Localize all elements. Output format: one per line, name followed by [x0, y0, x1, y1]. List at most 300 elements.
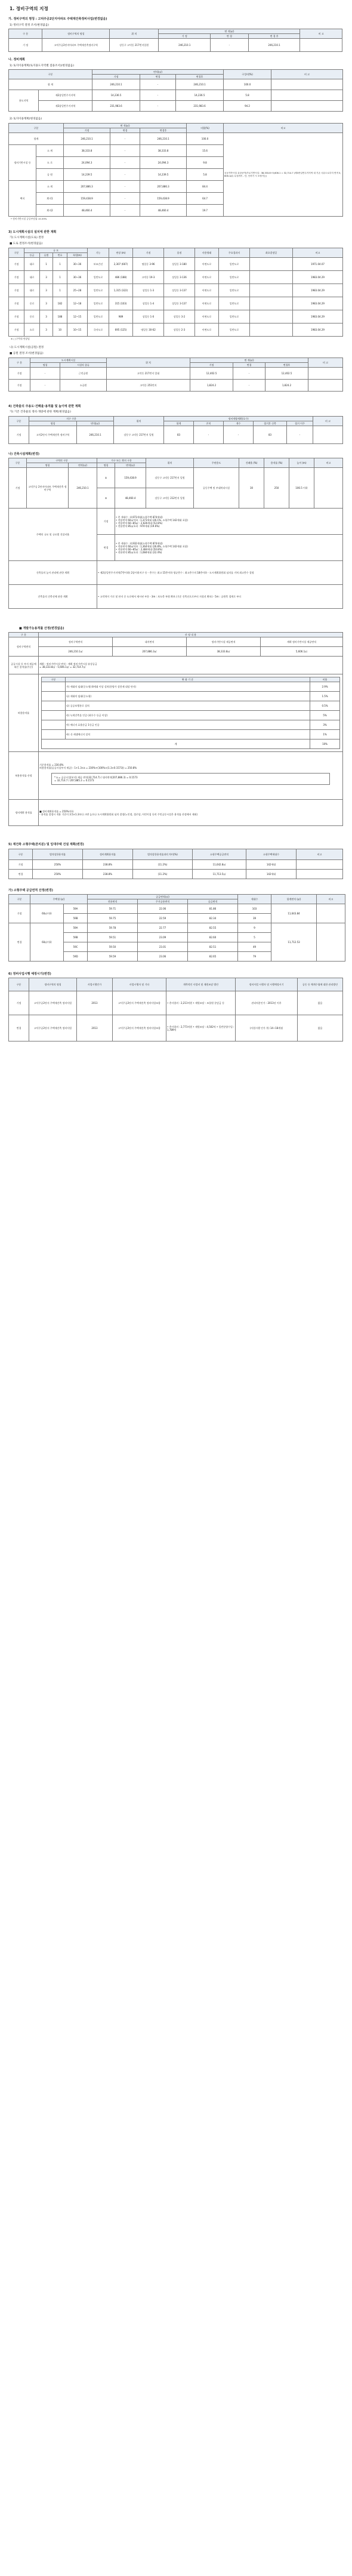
table-cell: 14,236.5: [176, 90, 224, 101]
table-cell: 일반도로: [88, 310, 109, 323]
table-header: 변경: [233, 362, 265, 367]
table-cell: -: [233, 367, 265, 379]
housing-plan-line: • 전용면적 60~85㎡ : 2,484세대 (50.8%): [116, 547, 163, 551]
table-header: 면 적(㎡): [190, 358, 308, 362]
table-cell: 64.7: [187, 193, 224, 205]
table-cell: 기정: [9, 310, 24, 323]
table-cell: -: [110, 169, 140, 181]
incentive-text: [39, 657, 343, 674]
table-cell: 대로: [24, 284, 40, 297]
table-cell: 1: [53, 270, 67, 284]
table-cell: 246,210.1: [176, 79, 224, 90]
table-header: 공동 등 체계수립에 대한 관리방안: [298, 978, 343, 991]
table-cell: 1983.04.29: [293, 284, 343, 297]
table-cell: 상일동 1-0: [133, 310, 164, 323]
table-header: 사업시행인가: [77, 978, 113, 991]
table-cell: 1: [40, 257, 53, 270]
table-header: 변 경: [211, 34, 248, 39]
table-cell: 기정: [9, 297, 24, 310]
table-cell: 이면도로: [195, 284, 219, 297]
subsection-title-park: 나) 도시계획시설(공원) 결정: [10, 346, 44, 350]
table-cell: 일반도로: [88, 284, 109, 297]
table-cell: 기정: [9, 426, 29, 443]
table-header: 명칭: [27, 463, 69, 468]
table-header: 구분: [9, 849, 33, 859]
table-row: [9, 310, 343, 323]
table-header: 공급면적(㎡): [88, 894, 238, 899]
building-line-text: • 고덕역이 가로 및 단지 중 도로에서 제시된 부분 - 3m : 보도측 폭원 확보 (기준 건축선으로부터 지정선 확보) - 5m : 공원측 경계로 부터: [97, 585, 343, 609]
section-heading-small-housing: 5) 재건축 소형주택(존치분) 및 임대주택 건설 계획(변경): [8, 843, 84, 847]
table-cell: 25~28: [67, 284, 88, 297]
schedule-table: [8, 978, 343, 1042]
table-header: 구분: [9, 458, 27, 468]
far-result-line: 허용용적률(공공시설부지 제공) : 1+1.3×a = 230%+(100%×(1.3×0.1573)) = 250.8%: [39, 766, 137, 769]
table-cell: [313, 426, 343, 443]
table-header: 높이 (m): [289, 458, 314, 468]
table-cell: 이면도로: [195, 310, 219, 323]
table-cell: 11,643.84: [271, 904, 317, 923]
table-header: 비율: [310, 677, 340, 682]
table-cell: [271, 101, 343, 112]
table-cell: 188: [53, 310, 67, 323]
table-cell: 486 (188): [109, 270, 133, 284]
housing-plan-existing: [115, 509, 343, 535]
section-heading-plan: 나. 정비계획: [8, 58, 25, 62]
table-header: 구 분: [9, 29, 42, 39]
table-cell: 82.60: [188, 932, 238, 942]
housing-plan-line: • 전용면적 60~85㎡ : 2,626세대 (52.8%): [116, 521, 163, 525]
table-cell: [317, 904, 345, 923]
table-header: 비율(%): [187, 124, 224, 133]
table-cell: 마) 에너지 효율등급 1등급 인증: [66, 720, 310, 730]
table-cell: 5.8: [187, 169, 224, 181]
table-cell: [314, 468, 343, 509]
table-header: 사업시행자 및 기타: [113, 978, 166, 991]
far-final-line: ■ 정비계획용적률 = 250%이하: [39, 809, 74, 813]
table-cell: 246,210.1: [64, 133, 110, 145]
table-cell: 고덕주공2단지 주택재건축 정비사업조합: [113, 1015, 166, 1042]
table-cell: 48,460.4: [64, 205, 110, 217]
table-cell: -: [110, 193, 140, 205]
table-cell: [317, 923, 345, 961]
far-calc-line: = 32,714.7 / 207,885.3 = 0.1573: [54, 778, 94, 782]
table-cell: 79: [238, 951, 271, 961]
landuse-table: [8, 123, 343, 217]
table-header: 정비사업 시행자 및 시행예정시기: [236, 978, 298, 991]
table-cell: [42, 720, 66, 730]
table-cell: 상일동 3-2: [164, 310, 195, 323]
table-header: 기능: [88, 248, 109, 257]
table-header: 변 경 후: [248, 34, 300, 39]
table-cell: [42, 682, 66, 692]
table-cell: 14,239.5: [64, 169, 110, 181]
table-cell: -: [211, 39, 248, 52]
table-cell: 84.4: [187, 181, 224, 193]
table-cell: [42, 692, 66, 701]
table-cell: -: [110, 157, 140, 169]
subsection-title-existing-buildings: 가) 기존 건축물의 정비·개량에 관한 계획(변경없음): [10, 411, 71, 414]
table-cell: 도 로: [36, 157, 64, 169]
incentive-sum-value: 10%: [310, 739, 340, 749]
table-cell: 대로: [24, 257, 40, 270]
table-cell: 상일동 1-3: [133, 284, 164, 297]
table-cell: [271, 79, 343, 90]
table-cell: 소로: [24, 323, 40, 336]
table-cell: 9: [238, 923, 271, 932]
table-cell: 강동구 고덕동 212번지 일원: [146, 488, 194, 509]
table-cell: 22.59: [138, 913, 188, 923]
table-cell: 30~36: [67, 270, 88, 284]
table-cell: 82.34: [188, 913, 238, 923]
table-cell: 공동주택 및 부대복리시설: [194, 468, 239, 509]
table-cell: 기정: [9, 904, 30, 923]
table-cell: [308, 379, 343, 391]
table-cell: 238.8%: [83, 859, 133, 869]
table-cell: 다) 공공보행통로 설치: [66, 701, 310, 711]
table-cell: 238.8%: [83, 869, 133, 879]
table-header: 면적(㎡): [69, 463, 97, 468]
table-cell: 일반도로: [219, 297, 250, 310]
table-cell: 250: [264, 468, 289, 509]
table-header: 기정: [190, 362, 233, 367]
far-calc-line: * a = 공공시설(부지) 제공 면적(32,714.7) / 대지면적(207,886.3) = 0.1573: [54, 775, 138, 779]
table-header: 변경후: [140, 128, 187, 133]
table-cell: 합 계: [9, 79, 92, 90]
document-title: 1. 정비구역의 지정: [10, 6, 48, 11]
table-header: 정비개량계획(호수): [164, 416, 313, 421]
table-cell: 39: [238, 913, 271, 923]
table-cell: -: [287, 426, 313, 443]
table-header: 비 고: [308, 358, 343, 367]
zoning-table: [8, 69, 343, 112]
table-cell: 상일동 3-137: [164, 297, 195, 310]
table-cell: 계획 정비기반시설 제공면적: [261, 637, 343, 647]
table-cell: 나) 세대의 임대(중소형): [66, 692, 310, 701]
table-cell: 획지1: [36, 193, 64, 205]
table-cell: (사업시행 인가 후) 14~18개월: [236, 1015, 298, 1042]
table-cell: 12,402.5: [190, 367, 233, 379]
table-cell: 1971.04.07: [293, 257, 343, 270]
table-cell: 기정: [9, 859, 33, 869]
housing-plan-line: • 전용면적 60㎡이하 : 1,364세대 (26.8%, 소형주택 142세대 포함): [116, 544, 188, 548]
table-cell: [250, 284, 293, 297]
table-cell: 19.7: [187, 205, 224, 217]
table-cell: 59.75: [88, 913, 138, 923]
table-cell: (11.2%): [133, 869, 193, 879]
table-cell: 231,983.6: [92, 101, 140, 112]
table-cell: 82.51: [188, 942, 238, 951]
table-cell: 기정: [9, 991, 29, 1015]
table-header: 구분: [9, 894, 30, 904]
table-cell: 1,824.2: [265, 379, 308, 391]
subsection-title-park-table: ■ 공원 결정 조서(변경없음): [10, 352, 44, 356]
table-cell: 이면도로: [195, 257, 219, 270]
table-cell: 59B: [64, 913, 88, 923]
table-header: 기정: [64, 128, 110, 133]
table-row: [9, 323, 343, 336]
table-cell: 3: [40, 284, 53, 297]
table-cell: 고덕동 19-3: [133, 270, 164, 284]
table-cell: [300, 39, 342, 52]
table-cell: 142세대: [246, 859, 297, 869]
section-heading-construction: 나) 건축시설계획(변경): [8, 452, 40, 456]
table-cell: 246,210.1: [140, 133, 187, 145]
table-header: 변경: [110, 128, 140, 133]
table-cell: 11,642.8㎡: [193, 859, 246, 869]
table-cell: 2.9%: [310, 682, 340, 692]
table-cell: 2,307 (667): [109, 257, 133, 270]
table-cell: 고덕동 217번지 일대: [107, 367, 190, 379]
far-calc-box: [51, 773, 330, 785]
table-header: 정비구역의 명칭: [42, 29, 110, 39]
table-cell: 59A: [64, 923, 88, 932]
table-header: 구분: [9, 416, 29, 426]
table-header: 변경후: [265, 362, 308, 367]
table-cell: 없음: [298, 991, 343, 1015]
subsection-title-road-table: ■ 도로 결정조서(변경없음): [10, 242, 43, 245]
table-cell: 일반도로: [219, 270, 250, 284]
table-header: 구성비(%): [224, 70, 271, 79]
table-cell: 22.77: [138, 923, 188, 932]
subsection-title-zoning: 1) 토지이용계획(토지용도지역별 점용조서)(변경없음): [10, 64, 74, 67]
table-cell: 14,239.5: [140, 169, 187, 181]
table-cell: 상일동 2-3: [164, 323, 195, 336]
park-table: [8, 358, 343, 392]
table-header: 위 치: [110, 29, 159, 39]
table-header: 명칭: [30, 362, 60, 367]
table-cell: 고덕주공2단지 주택재건축 정비사업: [29, 1015, 77, 1042]
table-cell: 246,210.1㎡: [39, 647, 113, 657]
table-cell: 고덕주공2단지 주택재건축 정비사업조합: [113, 991, 166, 1015]
table-cell: 제3종일반주거지역: [39, 101, 92, 112]
table-cell: 5,606.1㎡: [261, 647, 343, 657]
subsection-title-area-decision: 1) 정비구역 결정 조서(변경없음): [10, 23, 49, 27]
table-cell: 3: [40, 310, 53, 323]
table-header: 면적(㎡): [115, 463, 146, 468]
table-cell: 12~18: [67, 297, 88, 310]
table-cell: 변경: [9, 923, 30, 961]
table-header: 주된용도: [194, 458, 239, 468]
supply-area-table: [8, 894, 345, 962]
table-header: 산 정 내 용: [39, 633, 343, 637]
table-row: [42, 701, 340, 711]
table-cell: 22.06: [138, 904, 188, 913]
table-cell: 변경: [9, 1015, 29, 1042]
table-cell: 250%: [33, 869, 83, 879]
table-cell: 59.78: [88, 923, 138, 932]
table-cell: 12~15: [67, 310, 88, 323]
table-cell: 159,438.9: [115, 468, 146, 488]
table-header: 전용면적: [88, 899, 138, 904]
construction-plan-table: [8, 458, 343, 609]
road-table: [8, 248, 343, 337]
table-cell: 변경: [97, 535, 115, 561]
table-header: 비고: [293, 248, 343, 257]
table-cell: 근린공원: [60, 367, 107, 379]
table-header: 주요경과지: [219, 248, 250, 257]
table-cell: 14,236.5: [92, 90, 140, 101]
table-cell: 246,210.1: [92, 79, 140, 90]
table-header: 철거후 신축: [254, 421, 287, 426]
table-cell: [250, 270, 293, 284]
table-header: 면적(㎡): [92, 70, 224, 75]
table-cell: 59.51: [88, 932, 138, 942]
table-header: 종점: [164, 248, 195, 257]
table-cell: 용도지역: [9, 90, 39, 112]
table-cell: 48,460.4: [115, 488, 146, 509]
table-cell: 24,094.3: [140, 157, 187, 169]
table-cell: 10~15: [67, 323, 88, 336]
landuse-note: * 정비기반시설 공공부담률 15.59%: [11, 217, 47, 221]
table-cell: 23.01: [138, 942, 188, 951]
table-cell: 59B: [64, 932, 88, 942]
table-header: 구분: [9, 70, 92, 79]
table-cell: 중로: [24, 297, 40, 310]
table-cell: [271, 90, 343, 101]
table-cell: 바) 신·재생에너지 설치: [66, 730, 310, 739]
table-header: 법적상한용적률과의 차이(%): [133, 849, 193, 859]
housing-plan-changed: [115, 535, 343, 561]
table-cell: 59D: [64, 951, 88, 961]
table-cell: 103: [238, 904, 271, 913]
table-cell: 이면도로: [195, 270, 219, 284]
table-cell: • 총사업비 : 2,211억원 • 재원조달 : 조합원 분담금 등: [166, 991, 236, 1015]
subsection-title-landuse: 2) 토지이용계획(변경없음): [10, 118, 42, 121]
table-cell: 변경: [9, 869, 33, 879]
table-cell: -: [110, 205, 140, 217]
table-cell: 38,333.8㎡: [187, 647, 261, 657]
table-cell: -: [224, 426, 254, 443]
table-cell: 231,983.6: [176, 101, 224, 112]
table-cell: 1%: [310, 730, 340, 739]
table-header: 비고: [317, 894, 345, 904]
table-cell: 대로: [24, 270, 40, 284]
table-cell: 강동구 고덕동 217번지 일원: [146, 468, 194, 488]
table-cell: 12,402.5: [265, 367, 308, 379]
table-cell: 가) 세대의 임대(중소형) 8세대 이상 설치(분양가 상한제 대상 단지): [66, 682, 310, 692]
table-cell: 획지2: [36, 205, 64, 217]
table-header: 개수: [224, 421, 254, 426]
table-header: 존치: [194, 421, 224, 426]
table-cell: 24,094.3: [64, 157, 110, 169]
table-cell: -: [233, 379, 265, 391]
table-cell: 989: [109, 310, 133, 323]
building-line-label: 건축물의 건축선에 관한 계획: [9, 585, 97, 609]
table-header: 비고: [297, 849, 343, 859]
table-cell: 1: [53, 257, 67, 270]
table-cell: 5: [238, 932, 271, 942]
table-cell: 23.06: [138, 951, 188, 961]
table-cell: 3: [40, 297, 53, 310]
table-cell: 고덕주공2단지아파트 주택재건축정비구역: [42, 39, 110, 52]
incentive-inner-table: [41, 677, 340, 749]
table-cell: 48,460.4: [140, 205, 187, 217]
table-cell: 3: [40, 270, 53, 284]
table-cell: 정비기반시설 등: [9, 145, 36, 181]
table-header: 구분: [9, 248, 24, 257]
table-header: 변경후: [176, 75, 224, 79]
table-cell: 강동구 고덕동 217번지일원: [110, 39, 159, 52]
table-cell: 315 (103): [109, 297, 133, 310]
table-header: 위치: [146, 458, 194, 468]
housing-ratio-label: 주택의 규모 및 규모별 건설비율: [9, 509, 97, 561]
table-cell: -: [30, 367, 60, 379]
table-header: 비고: [224, 124, 343, 133]
table-cell: 82.55: [188, 923, 238, 932]
table-cell: 정비구역면적: [39, 637, 113, 647]
table-header: 규 모: [24, 248, 88, 252]
table-cell: 일반도로: [219, 284, 250, 297]
table-cell: 제2종일반주거지역: [39, 90, 92, 101]
table-cell: 9.8: [187, 157, 224, 169]
table-header: 지구 구분: [29, 416, 114, 421]
table-row: [42, 720, 340, 730]
table-header: 기정: [92, 75, 140, 79]
incentive-line: = 38,333.8㎡ - 5,606.1㎡ = 32,714.7㎡: [39, 665, 86, 668]
table-cell: 10: [53, 323, 67, 336]
table-cell: 기정: [9, 270, 24, 284]
table-header: 비고: [314, 458, 343, 468]
section-heading-area-name: 가. 정비구역의 명칭 : 고덕주공2단지아파트 주택재건축정비사업(변경없음): [8, 17, 107, 21]
section-heading-far: ■ 개발가능용적률 산정(변경없음): [19, 627, 64, 631]
table-cell: ②: [97, 488, 115, 509]
table-cell: -: [110, 145, 140, 157]
table-header: 변경: [140, 75, 176, 79]
table-cell: [250, 297, 293, 310]
table-header: 주택형 (㎡): [30, 894, 88, 904]
table-cell: 1983.04.29: [293, 323, 343, 336]
table-cell: 59.59: [88, 951, 138, 961]
incentive-sum-label: 계: [42, 739, 310, 749]
table-header: 위치: [114, 416, 164, 426]
table-row: [9, 284, 343, 297]
table-cell: [250, 257, 293, 270]
table-cell: 고덕2단지 주택재건축 정비구역: [29, 426, 77, 443]
table-header: 구 분: [9, 633, 39, 637]
table-cell: 60㎡이하: [30, 923, 64, 961]
table-cell: 기정: [9, 468, 27, 509]
table-cell: 38,333.8: [64, 145, 110, 157]
table-cell: 100.0: [224, 79, 271, 90]
table-row: [42, 730, 340, 739]
section-heading-facilities: 3) 도시계획시설의 설치에 관한 계획: [8, 230, 57, 234]
housing-plan-line: • 총 세대수 : 4,973세대(소형주택 874세대): [116, 515, 163, 519]
table-header: 연장 (m): [109, 248, 133, 257]
table-cell: 246,210.1: [77, 426, 114, 443]
table-cell: 30: [239, 468, 264, 509]
table-cell: 23.09: [138, 932, 188, 942]
table-cell: 일반도로: [219, 257, 250, 270]
table-cell: 59A: [64, 904, 88, 913]
subsection-title-road: 가) 도시계획시설(도로) 결정: [10, 236, 44, 240]
table-cell: 소 계: [36, 181, 64, 193]
table-cell: 82.65: [188, 951, 238, 961]
table-cell: 246,210.1: [69, 468, 97, 509]
table-cell: 대지면적: [113, 637, 187, 647]
table-cell: • 총사업비 : 2,771억원 • 재원조달 : 4,502억 • 일반분양수입 : 1,789억: [166, 1015, 236, 1042]
table-cell: -: [140, 90, 176, 101]
table-cell: 100.0: [187, 133, 224, 145]
table-cell: 246,210.1: [248, 39, 300, 52]
table-header: 소형주택세대수: [246, 849, 297, 859]
table-cell: 고덕주공 2단지아파트 주택재건축 정비구역: [27, 468, 69, 509]
existing-buildings-table: [8, 416, 343, 444]
table-cell: 라) 녹색건축물 인증 (최우수 등급 이상): [66, 711, 310, 720]
table-header: 면적(㎡): [77, 421, 114, 426]
table-header: 구분: [9, 978, 29, 991]
far-final: [39, 800, 343, 826]
table-cell: [297, 869, 343, 879]
